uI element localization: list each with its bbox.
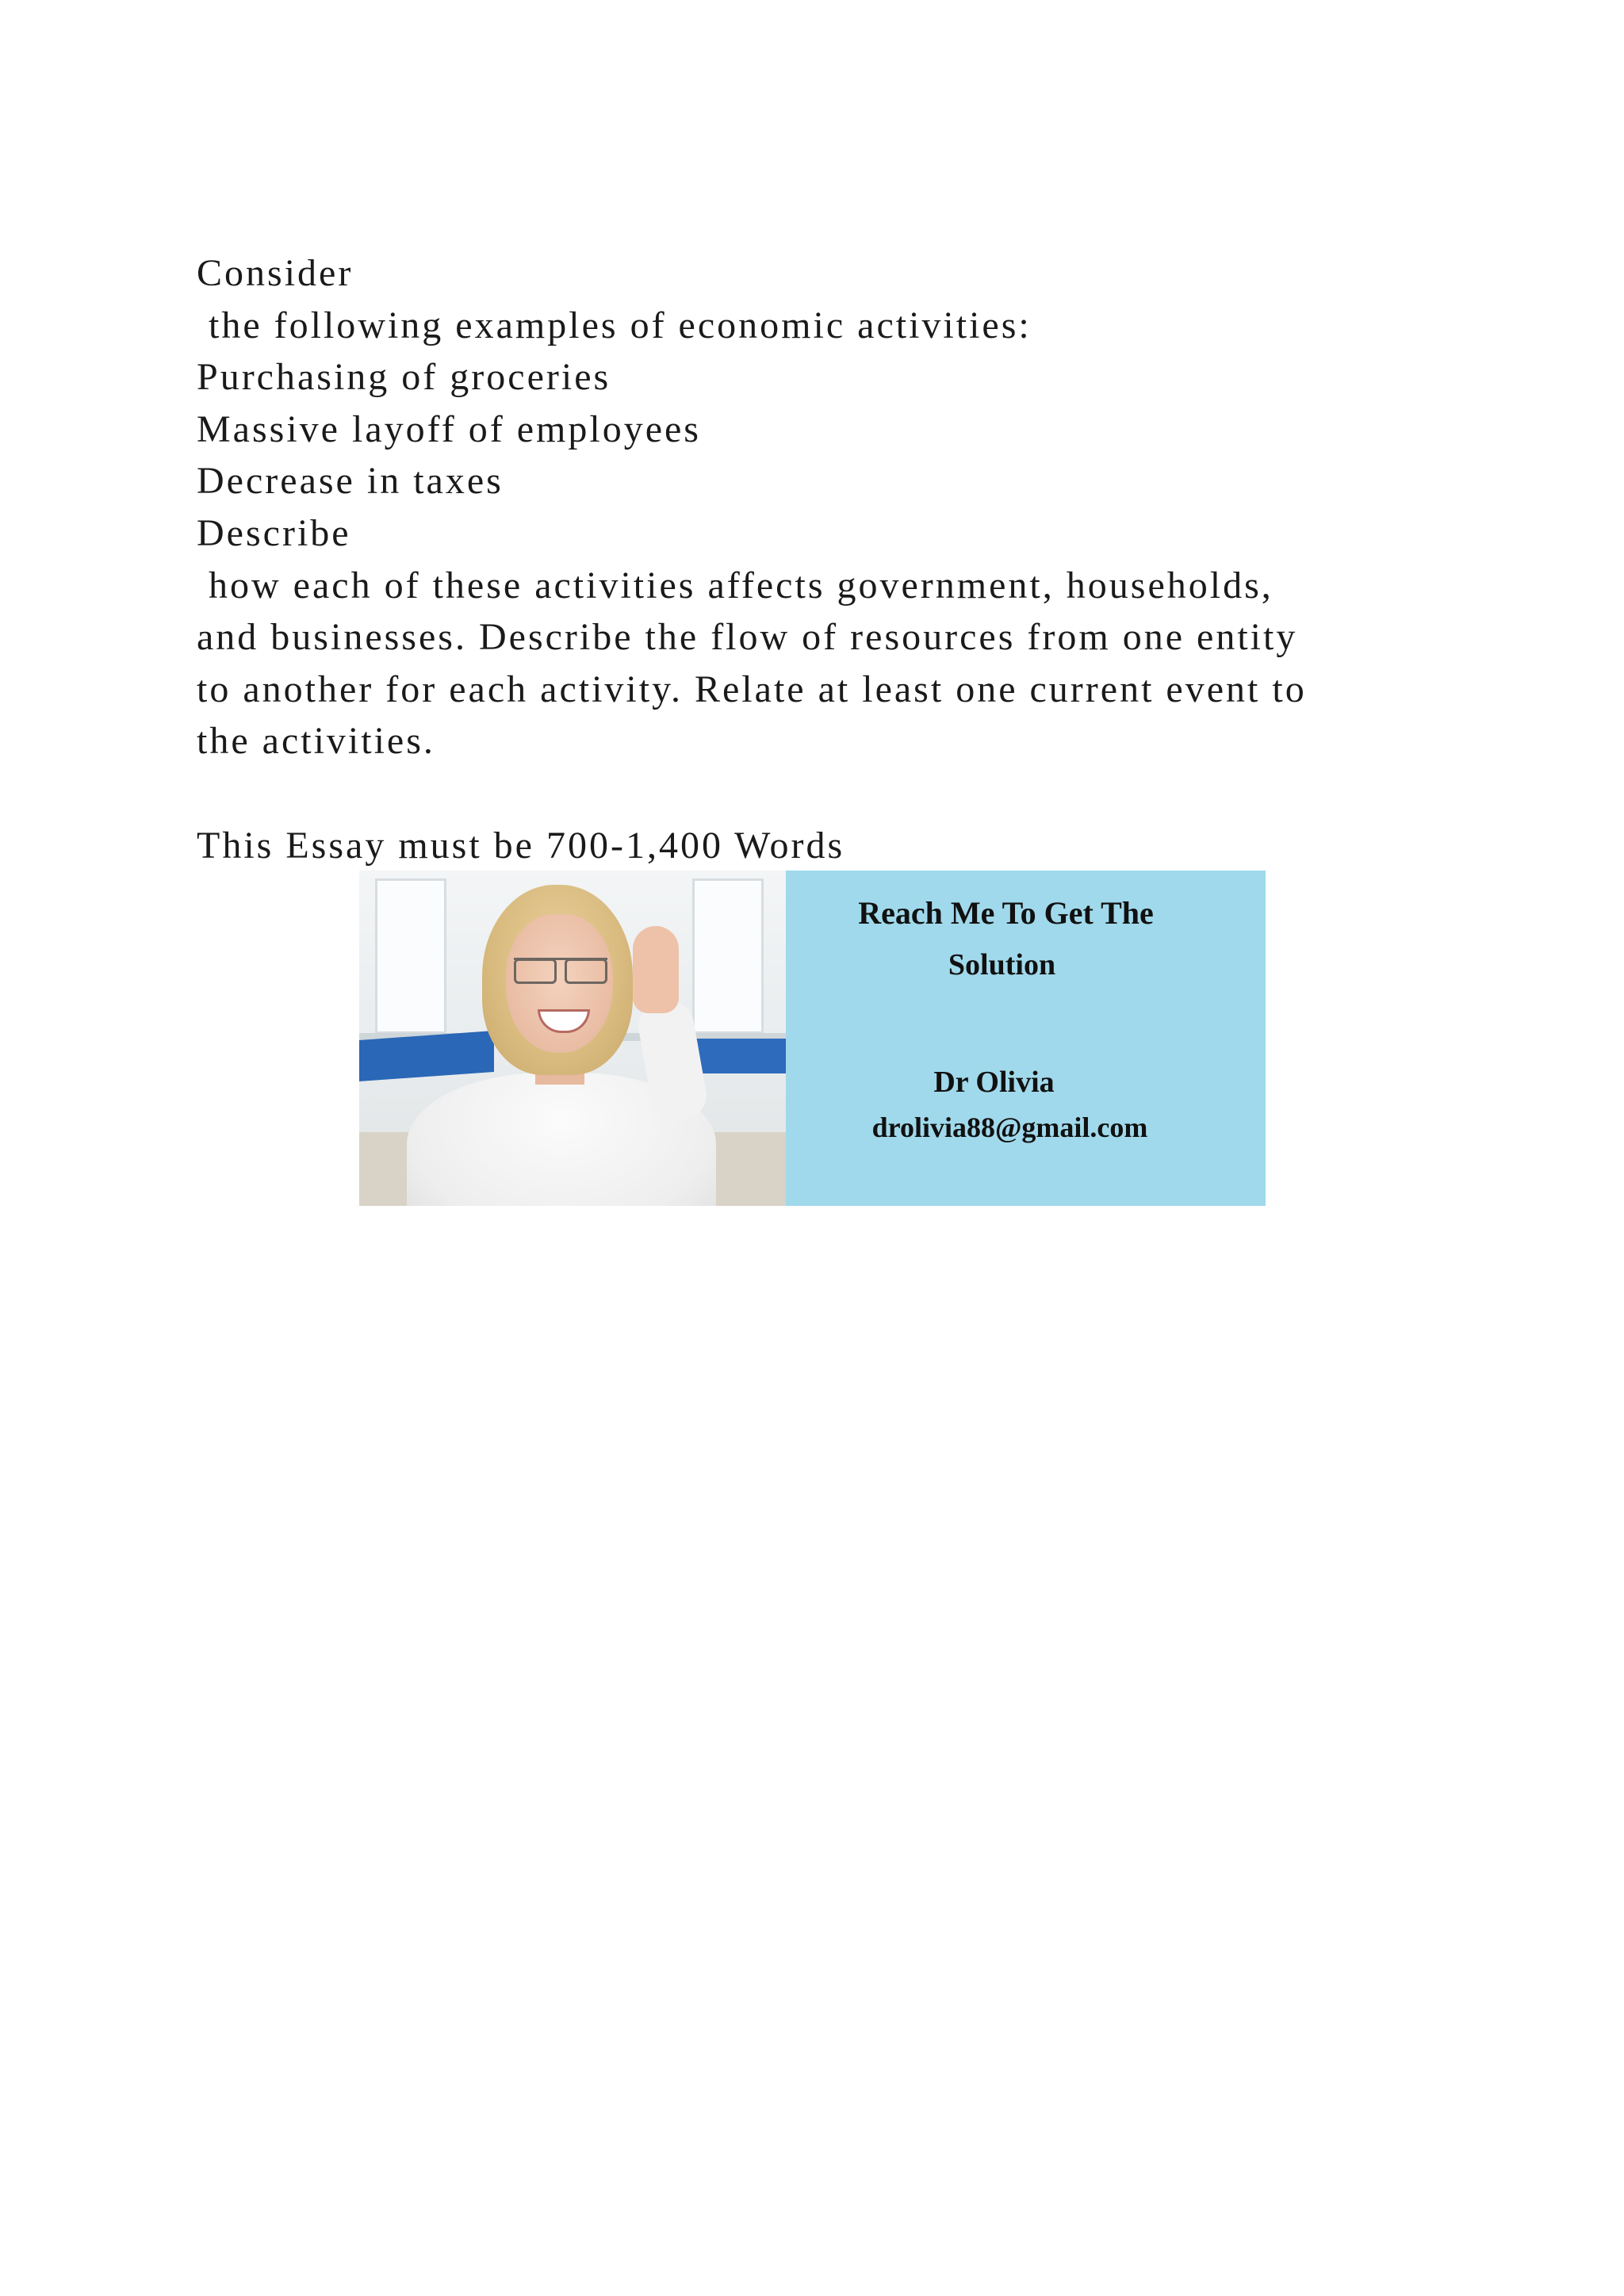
- contact-card: [786, 871, 1266, 1206]
- contact-banner: [359, 871, 1266, 1206]
- essay-requirement: This Essay must be 700-1,400 Words: [197, 824, 845, 867]
- window-decoration: [692, 878, 764, 1034]
- card-headline: Reach Me To Get The: [858, 895, 1154, 931]
- hand-shape: [633, 926, 679, 1013]
- text-line: the following examples of economic activities:: [197, 304, 1032, 346]
- text-line: and businesses. Describe the flow of resources from one entity: [197, 616, 1298, 659]
- text-line: Describe: [197, 511, 351, 554]
- contact-name: Dr Olivia: [933, 1066, 1055, 1099]
- blank-line: [197, 767, 1434, 820]
- woman-photo: [359, 871, 786, 1206]
- text-line: the activities.: [197, 720, 435, 763]
- blue-chair-decoration: [359, 1031, 494, 1081]
- prompt-text: [197, 247, 1434, 871]
- window-decoration: [375, 878, 446, 1034]
- text-line: Decrease in taxes: [197, 460, 504, 503]
- card-headline-2: Solution: [948, 948, 1056, 982]
- text-line: Consider: [197, 252, 354, 294]
- text-line: Purchasing of groceries: [197, 356, 611, 399]
- text-line: how each of these activities affects government, households,: [197, 564, 1274, 607]
- text-line: to another for each activity. Relate at least one current event to: [197, 668, 1307, 710]
- glasses-shape: [514, 958, 607, 984]
- contact-email: drolivia88@gmail.com: [871, 1112, 1148, 1143]
- text-line: Massive layoff of employees: [197, 408, 701, 450]
